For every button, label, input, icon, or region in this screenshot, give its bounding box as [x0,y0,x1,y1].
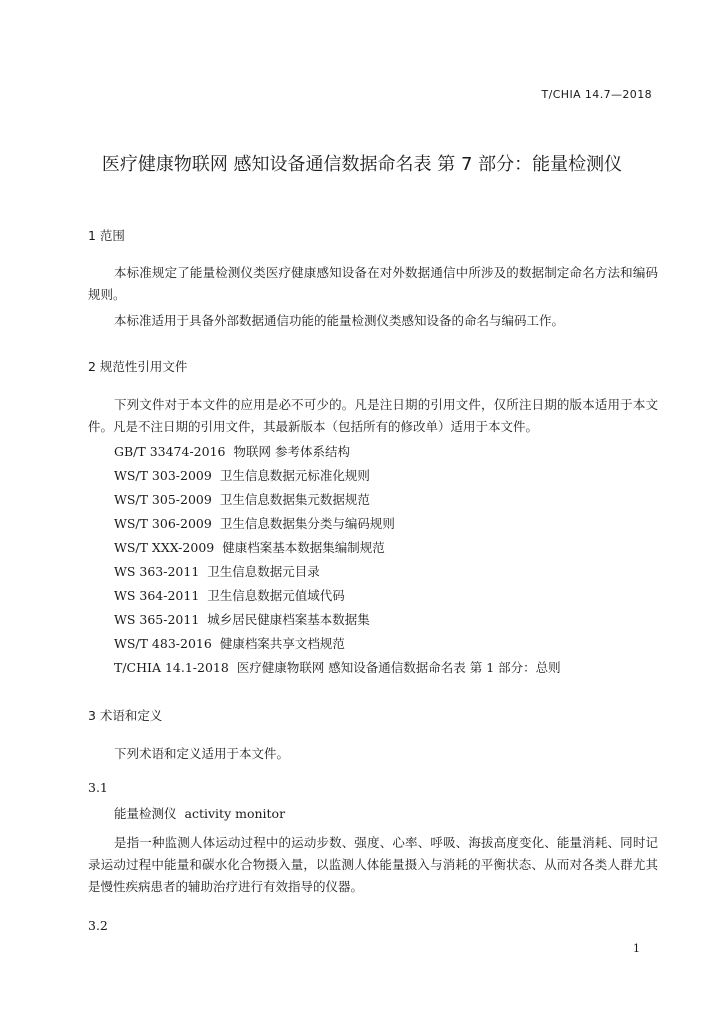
reference-code: WS 365-2011 [114,612,200,627]
reference-title: 卫生信息数据集分类与编码规则 [219,516,395,531]
terms-intro: 下列术语和定义适用于本文件。 [114,746,290,761]
reference-item [114,466,370,484]
reference-item [114,514,395,532]
reference-item [114,634,345,652]
reference-code: WS/T 303-2009 [114,468,212,483]
reference-title: 卫生信息数据元值域代码 [207,588,345,603]
reference-item [114,538,385,556]
reference-code: WS 363-2011 [114,564,200,579]
scope-paragraph-1: 本标准规定了能量检测仪类医疗健康感知设备在对外数据通信中所涉及的数据制定命名方法和编码规则。 [88,265,658,302]
reference-code: T/CHIA 14.1-2018 [114,660,229,675]
reference-item [114,490,370,508]
reference-title: 健康档案基本数据集编制规范 [222,540,385,555]
term-chinese: 能量检测仪 [114,806,177,821]
term-entry [114,804,285,822]
section-heading-scope: 1 范围 [88,228,125,243]
reference-code: WS/T XXX-2009 [114,540,215,555]
reference-item [114,586,345,604]
reference-item [114,610,370,628]
reference-code: GB/T 33474-2016 [114,444,226,459]
reference-code: WS/T 306-2009 [114,516,212,531]
page-number: 1 [633,942,640,955]
header-standard-code: T/CHIA 14.7—2018 [541,88,652,101]
page-title: 医疗健康物联网 感知设备通信数据命名表 第 7 部分：能量检测仪 [101,154,623,175]
term-english: activity monitor [184,806,286,821]
reference-title: 物联网 参考体系结构 [233,444,350,459]
reference-title: 卫生信息数据元标准化规则 [219,468,370,483]
reference-code: WS/T 483-2016 [114,636,212,651]
section-heading-terms: 3 术语和定义 [88,708,163,723]
term-definition: 是指一种监测人体运动过程中的运动步数、强度、心率、呼吸、海拔高度变化、能量消耗、同时记录运动过程中能量和碳水化合物摄入量，以监测人体能量摄入与消耗的平衡状态、从而对各类人群尤其是慢性疾病患者的辅助治疗进行有效指导的仪器。 [88,835,658,894]
normative-paragraph: 下列文件对于本文件的应用是必不可少的。凡是注日期的引用文件，仅所注日期的版本适用于本文件。凡是不注日期的引用文件，其最新版本（包括所有的修改单）适用于本文件。 [88,397,658,434]
reference-item [114,442,350,460]
reference-title: 医疗健康物联网 感知设备通信数据命名表 第 1 部分：总则 [236,660,561,675]
reference-title: 健康档案共享文档规范 [219,636,345,651]
reference-code: WS/T 305-2009 [114,492,212,507]
reference-code: WS 364-2011 [114,588,200,603]
term-number: 3.1 [88,780,108,795]
reference-title: 卫生信息数据元目录 [207,564,320,579]
reference-item [114,658,561,676]
reference-title: 卫生信息数据集元数据规范 [219,492,370,507]
reference-item [114,562,320,580]
reference-title: 城乡居民健康档案基本数据集 [207,612,370,627]
scope-paragraph-2: 本标准适用于具备外部数据通信功能的能量检测仪类感知设备的命名与编码工作。 [114,313,565,328]
section-heading-normative: 2 规范性引用文件 [88,359,188,374]
term-number: 3.2 [88,918,108,933]
